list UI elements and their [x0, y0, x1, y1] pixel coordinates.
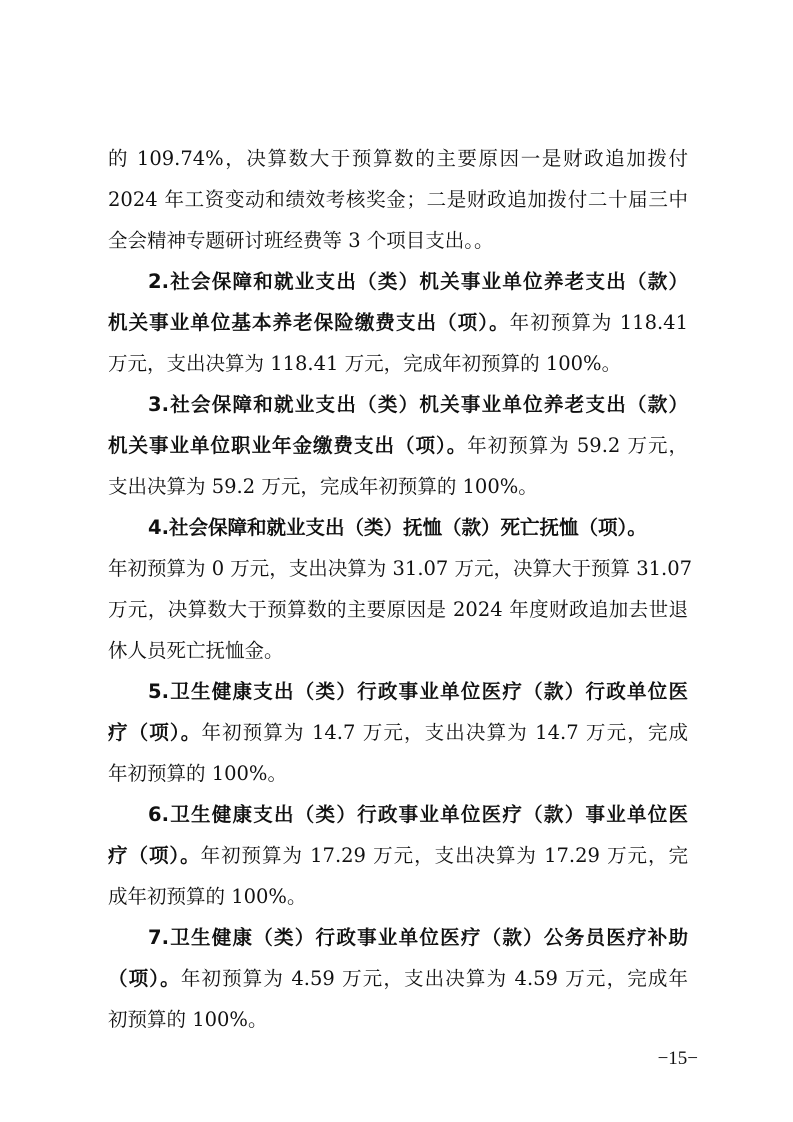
item-heading: 机关事业单位职业年金缴费支出（项）。	[108, 434, 468, 457]
item-heading: 机关事业单位基本养老保险缴费支出（项）。	[108, 311, 510, 334]
line-text: 年初预算为 118.41	[509, 311, 688, 334]
item-heading: 7.卫生健康（类）行政事业单位医疗（款）公务员医疗补助	[148, 926, 688, 949]
line-text: 支出决算为 59.2 万元，完成年初预算的 100%。	[108, 475, 538, 498]
line-text: 2024 年工资变动和绩效考核奖金；二是财政追加拨付二十届三中	[108, 188, 688, 211]
text-line	[108, 721, 688, 745]
page-number: −15−	[657, 1048, 698, 1069]
text-line	[108, 598, 688, 622]
line-text: 全会精神专题研讨班经费等 3 个项目支出。。	[108, 229, 494, 252]
item-heading: 5.卫生健康支出（类）行政事业单位医疗（款）行政单位医	[148, 680, 688, 703]
line-text: 休人员死亡抚恤金。	[108, 639, 284, 662]
item-heading: （项）。	[108, 967, 181, 990]
text-line	[108, 188, 688, 212]
item-heading: 疗（项）。	[108, 844, 201, 867]
item-heading: 疗（项）。	[108, 721, 202, 744]
line-text: 年初预算为 59.2 万元，	[467, 434, 688, 457]
line-text: 年初预算为 17.29 万元，支出决算为 17.29 万元，完	[200, 844, 688, 867]
text-line	[108, 475, 688, 499]
line-text: 年初预算为 4.59 万元，支出决算为 4.59 万元，完成年	[180, 967, 688, 990]
text-line	[108, 1008, 688, 1032]
text-line	[108, 639, 688, 663]
text-line	[148, 803, 688, 827]
text-line	[108, 762, 688, 786]
text-line	[148, 393, 688, 417]
text-line	[108, 311, 688, 335]
text-line	[148, 270, 688, 294]
text-line	[108, 967, 688, 991]
line-text: 年初预算为 14.7 万元，支出决算为 14.7 万元，完成	[201, 721, 688, 744]
line-text: 万元，支出决算为 118.41 万元，完成年初预算的 100%。	[108, 352, 622, 375]
text-line	[108, 229, 688, 253]
text-line	[148, 926, 688, 950]
line-text: 的 109.74%，决算数大于预算数的主要原因一是财政追加拨付	[108, 147, 688, 170]
line-text: 初预算的 100%。	[108, 1008, 268, 1031]
text-line	[108, 147, 688, 171]
text-line	[108, 844, 688, 868]
line-text: 年初预算的 100%。	[108, 762, 287, 785]
line-text: 年初预算为 0 万元，支出决算为 31.07 万元，决算大于预算 31.07	[108, 557, 693, 580]
item-heading: 3.社会保障和就业支出（类）机关事业单位养老支出（款）	[148, 393, 688, 416]
text-line	[148, 680, 688, 704]
item-heading: 2.社会保障和就业支出（类）机关事业单位养老支出（款）	[148, 270, 688, 293]
line-text: 万元，决算数大于预算数的主要原因是 2024 年度财政追加去世退	[108, 598, 688, 621]
item-heading: 6.卫生健康支出（类）行政事业单位医疗（款）事业单位医	[148, 803, 688, 826]
item-heading: 4.社会保障和就业支出（类）抚恤（款）死亡抚恤（项）。	[148, 516, 647, 539]
text-line	[148, 516, 688, 540]
line-text: 成年初预算的 100%。	[108, 885, 307, 908]
text-line	[108, 557, 693, 581]
text-line	[108, 885, 688, 909]
text-line	[108, 352, 688, 376]
text-line	[108, 434, 688, 458]
